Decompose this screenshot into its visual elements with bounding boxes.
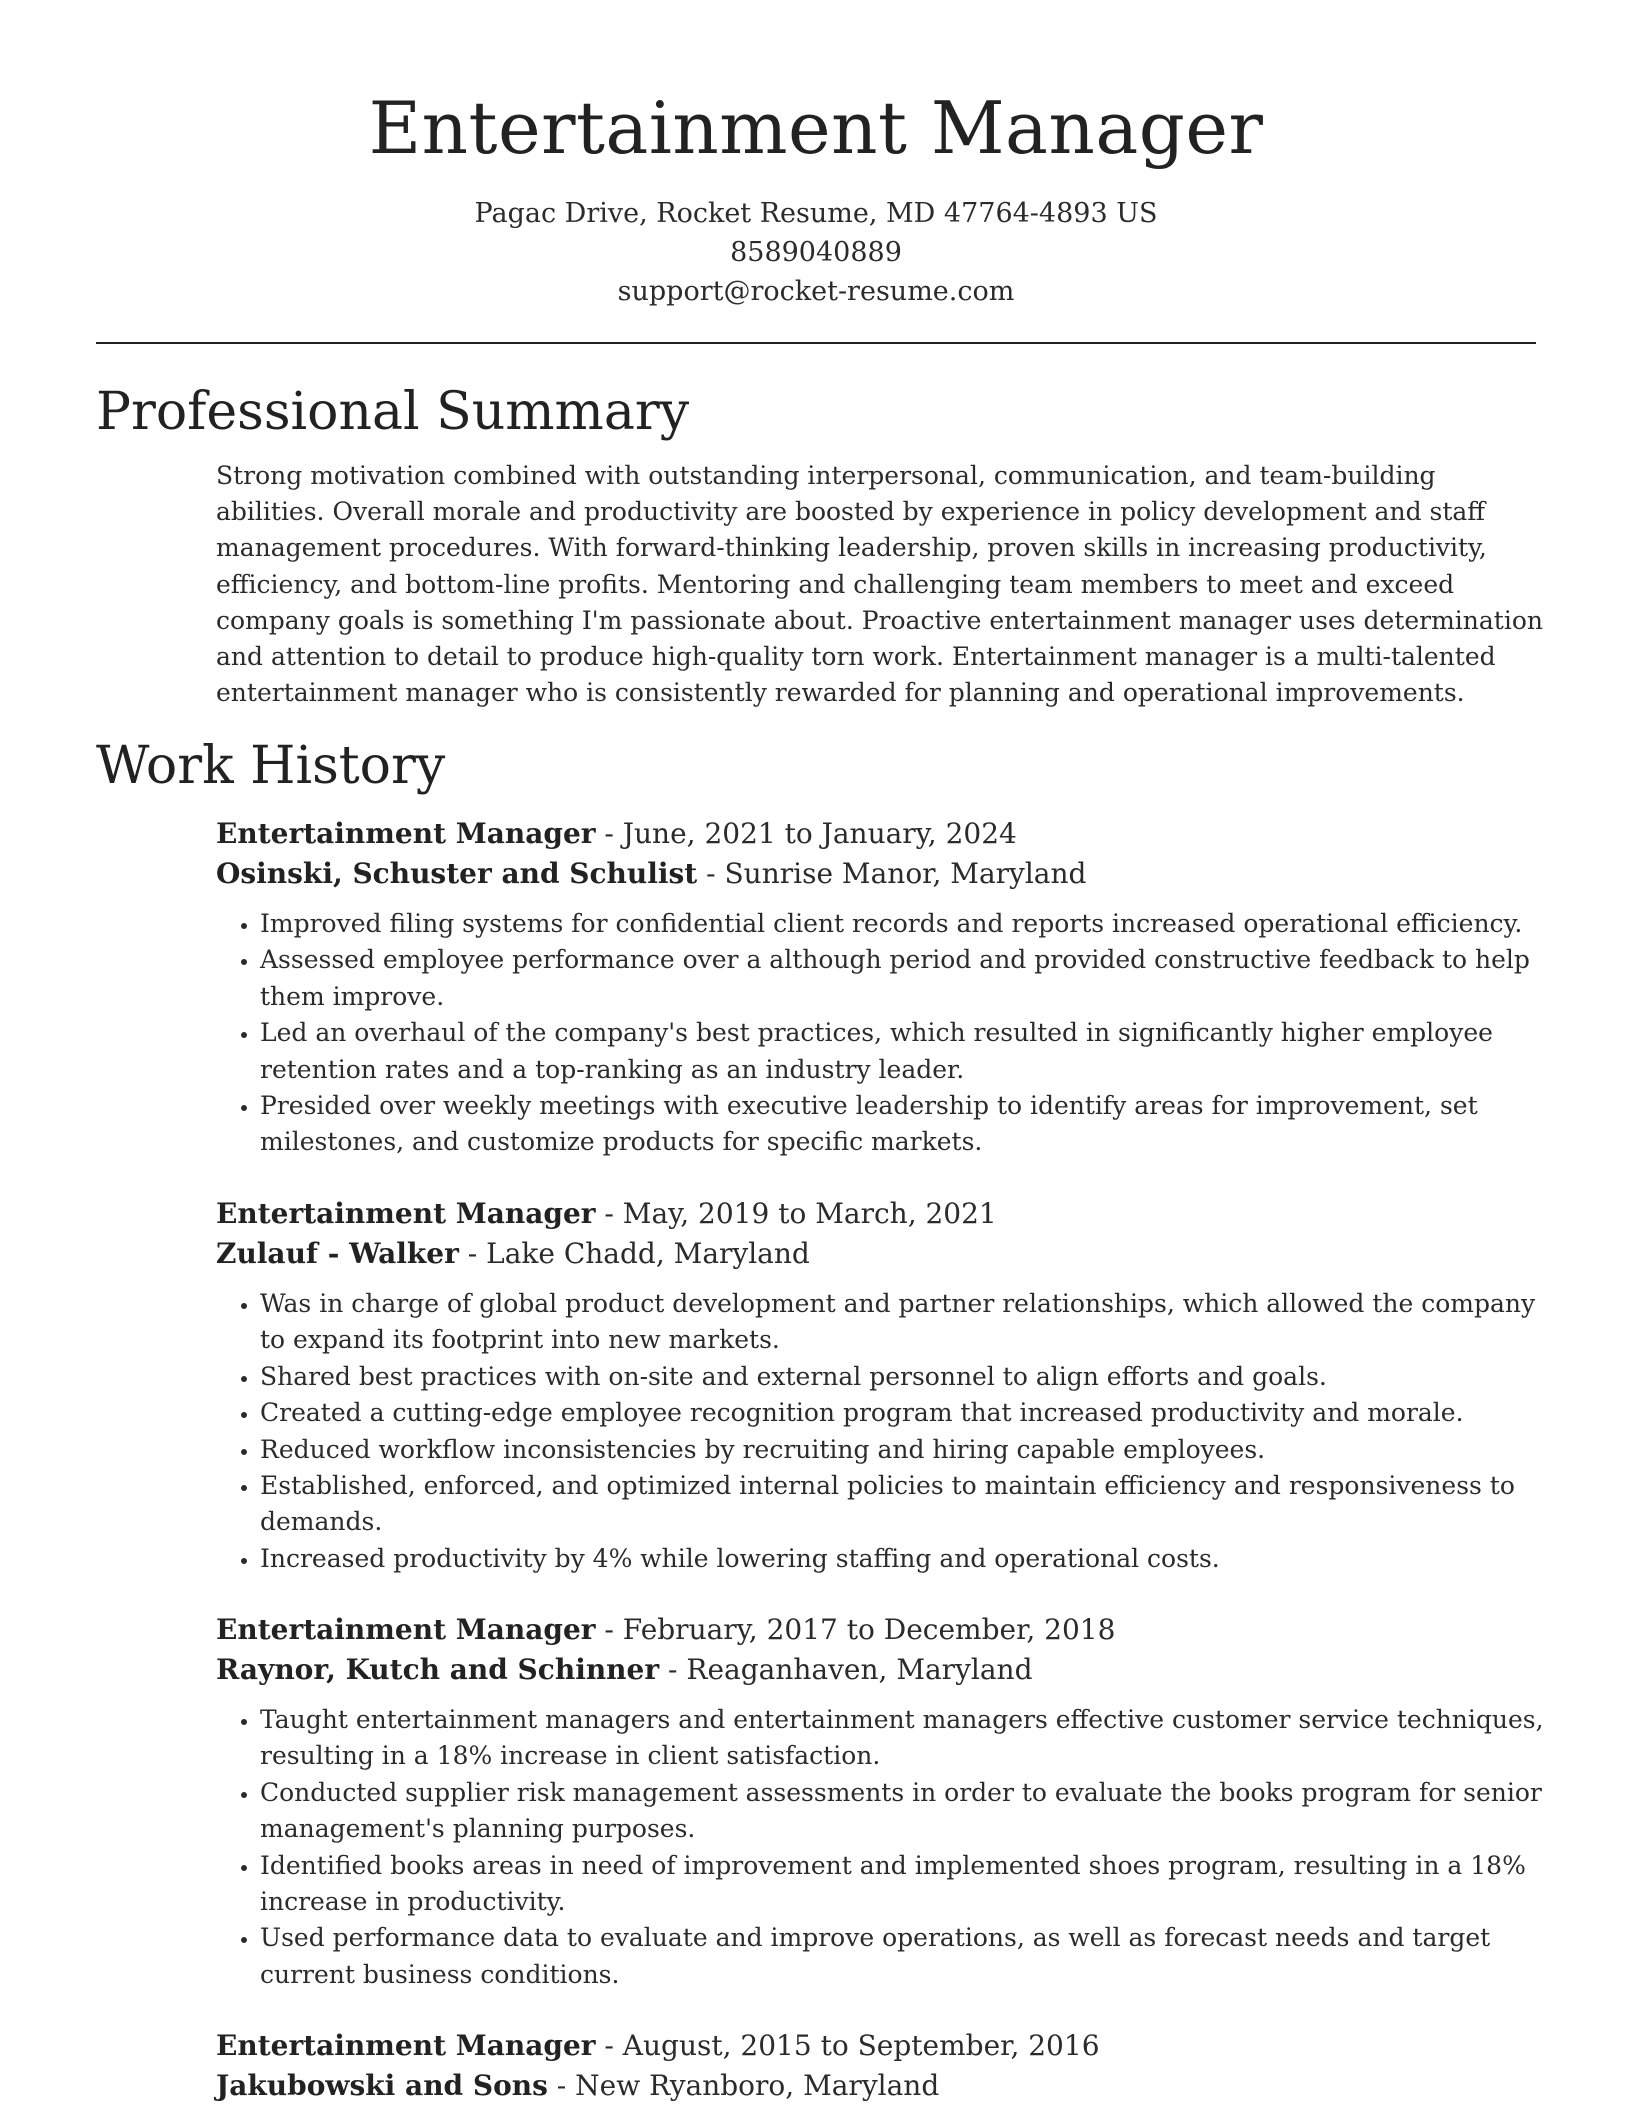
job-title: Entertainment Manager	[216, 2029, 596, 2062]
job-bullets	[216, 1286, 1546, 1577]
job-bullet: • Assessed employee performance over a although period and provided constructive feedback to help them improve.	[260, 942, 1546, 1015]
job-entry	[216, 814, 1546, 1161]
job-bullet: • Shared best practices with on-site and external personnel to align efforts and goals.	[260, 1359, 1546, 1395]
job-bullet: • Led an overhaul of the company's best practices, which resulted in significantly higher employee retention rates and a top-ranking as an industry leader.	[260, 1015, 1546, 1088]
job-bullet: • Conducted supplier risk management assessments in order to evaluate the books program for senior management's planning purposes.	[260, 1775, 1546, 1848]
job-title: Entertainment Manager	[216, 1197, 596, 1230]
summary-heading: Professional Summary	[96, 382, 690, 442]
job-title: Entertainment Manager	[216, 1613, 596, 1646]
job-bullet: • Established, enforced, and optimized internal policies to maintain efficiency and responsiveness to demands.	[260, 1468, 1546, 1541]
company-name: Osinski, Schuster and Schulist	[216, 857, 698, 890]
job-bullet: • Taught entertainment managers and entertainment managers effective customer service techniques, resulting in a 18% increase in client satisfaction.	[260, 1702, 1546, 1775]
company-name: Raynor, Kutch and Schinner	[216, 1653, 660, 1686]
job-title-line	[216, 1194, 1546, 1234]
job-bullet: • Presided over weekly meetings with executive leadership to identify areas for improvement, set milestones, and customize products for specific markets.	[260, 1088, 1546, 1161]
candidate-name: Entertainment Manager	[368, 86, 1264, 170]
header-divider	[96, 342, 1536, 344]
resume-header	[0, 0, 1632, 311]
job-bullets	[216, 1702, 1546, 1993]
job-bullet: • Identified books areas in need of improvement and implemented shoes program, resulting in a 18% increase in productivity.	[260, 1848, 1546, 1921]
job-bullet: • Was in charge of global product development and partner relationships, which allowed the company to expand its footprint into new markets.	[260, 1286, 1546, 1359]
job-bullet: • Created a cutting-edge employee recognition program that increased productivity and morale.	[260, 1395, 1546, 1431]
job-title-line	[216, 814, 1546, 854]
job-location: - Sunrise Manor, Maryland	[697, 857, 1087, 890]
job-title: Entertainment Manager	[216, 817, 596, 850]
job-dates: - February, 2017 to December, 2018	[595, 1613, 1116, 1646]
work-history-heading: Work History	[96, 736, 446, 796]
company-name: Jakubowski and Sons	[216, 2069, 548, 2102]
job-title-line	[216, 2026, 1546, 2066]
job-location: - New Ryanboro, Maryland	[547, 2069, 940, 2102]
job-company-line	[216, 1234, 1546, 1274]
job-dates: - June, 2021 to January, 2024	[595, 817, 1017, 850]
job-bullet: • Increased productivity by 4% while lowering staffing and operational costs.	[260, 1541, 1546, 1577]
job-entry	[216, 1610, 1546, 1993]
job-location: - Lake Chadd, Maryland	[458, 1237, 810, 1270]
job-company-line	[216, 1650, 1546, 1690]
phone: 8589040889	[730, 237, 902, 268]
summary-text: Strong motivation combined with outstanding interpersonal, communication, and team-building abilities. Overall morale and productivity are boosted by experience in policy development and staff management procedures. With forward-thinking leadership, proven skills in increasing productivity, efficiency, and bottom-line profits. Mentoring and challenging team members to meet and exceed company goals is something I'm passionate about. Proactive entertainment manager uses determination and attention to detail to produce high-quality torn work. Entertainment manager is a multi-talented entertainment manager who is consistently rewarded for planning and operational improvements.	[216, 461, 1544, 708]
job-bullets	[216, 906, 1546, 1161]
job-bullet: • Used performance data to evaluate and improve operations, as well as forecast needs and target current business conditions.	[260, 1920, 1546, 1993]
job-company-line	[216, 854, 1546, 894]
job-entry	[216, 2026, 1546, 2106]
job-company-line	[216, 2066, 1546, 2106]
email: support@rocket-resume.com	[617, 276, 1015, 307]
contact-info	[0, 194, 1632, 311]
address: Pagac Drive, Rocket Resume, MD 47764-4893 US	[474, 198, 1158, 229]
job-dates: - May, 2019 to March, 2021	[595, 1197, 997, 1230]
job-bullet: • Reduced workflow inconsistencies by recruiting and hiring capable employees.	[260, 1432, 1546, 1468]
job-dates: - August, 2015 to September, 2016	[595, 2029, 1100, 2062]
company-name: Zulauf - Walker	[216, 1237, 459, 1270]
job-bullet: • Improved filing systems for confidential client records and reports increased operational efficiency.	[260, 906, 1546, 942]
job-entry	[216, 1194, 1546, 1577]
job-location: - Reaganhaven, Maryland	[659, 1653, 1033, 1686]
job-title-line	[216, 1610, 1546, 1650]
